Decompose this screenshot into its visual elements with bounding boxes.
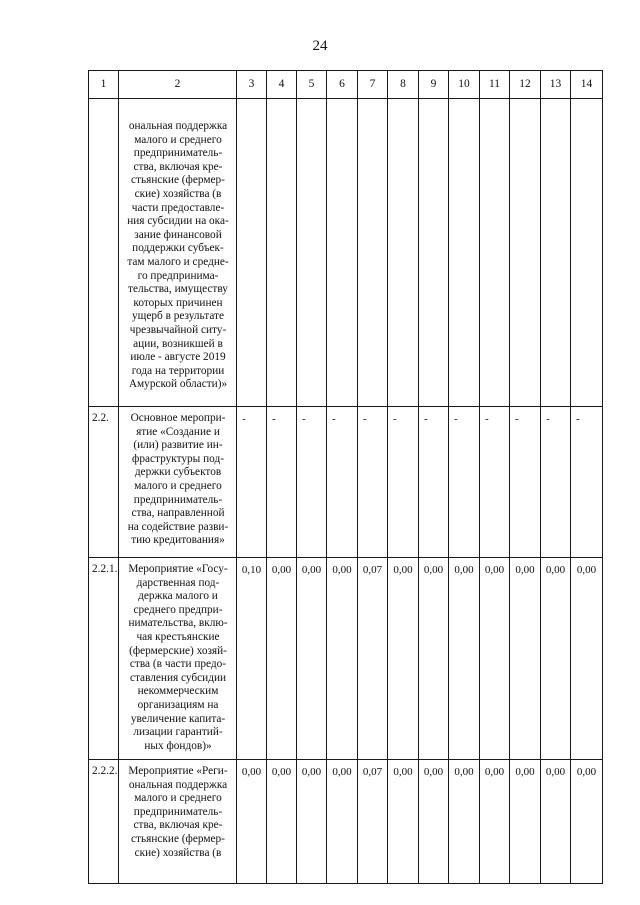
value-cell: 0,00 — [388, 760, 419, 884]
description-line: ональная поддержка — [128, 120, 228, 132]
value-cell: 0,07 — [358, 558, 388, 760]
value-cell — [541, 99, 571, 407]
row-description — [119, 99, 237, 407]
description-line: части предоставле- — [131, 201, 225, 214]
description-line: ства, включая кре- — [133, 160, 223, 173]
value-cell — [480, 99, 510, 407]
value-cell: - — [388, 407, 419, 558]
value-cell: - — [480, 407, 510, 558]
header-cell: 1 — [89, 71, 119, 99]
value-cell: 0,00 — [449, 760, 480, 884]
description-line: стьянские (фермер- — [131, 832, 225, 845]
description-line: ства, направленной — [131, 507, 225, 520]
value-cell: - — [358, 407, 388, 558]
row-description — [119, 407, 237, 558]
value-cell: - — [449, 407, 480, 558]
value-cell: 0,00 — [419, 760, 449, 884]
header-cell: 8 — [388, 71, 419, 99]
header-row — [89, 71, 603, 99]
description-line: увеличение капита- — [130, 712, 226, 725]
description-line: предприниматель- — [133, 147, 223, 160]
description-line: малого и среднего — [134, 792, 222, 805]
description-line: малого и среднего — [134, 133, 222, 146]
table-row — [89, 558, 603, 760]
value-cell — [267, 99, 297, 407]
header-cell: 3 — [237, 71, 267, 99]
description-line: ущерб в результате — [131, 310, 225, 323]
value-cell: 0,00 — [571, 760, 603, 884]
value-cell: 0,00 — [480, 558, 510, 760]
description-line: ства, включая кре- — [133, 819, 223, 832]
description-line: чая крестьянские — [136, 630, 220, 643]
value-cell — [297, 99, 327, 407]
value-cell: 0,00 — [267, 760, 297, 884]
value-cell: 0,00 — [388, 558, 419, 760]
value-cell — [419, 99, 449, 407]
description-line: ставления субсидии — [129, 671, 227, 684]
row-number: 2.2.2. — [89, 760, 119, 884]
budget-table — [88, 70, 603, 884]
description-line: Амурской области)» — [128, 378, 228, 391]
value-cell: - — [571, 407, 603, 558]
value-cell: 0,10 — [237, 558, 267, 760]
header-cell: 12 — [510, 71, 541, 99]
value-cell: 0,00 — [541, 558, 571, 760]
value-cell: 0,00 — [297, 760, 327, 884]
description-line: среднего предпри- — [133, 603, 223, 616]
description-line: фраструктуры под- — [132, 452, 224, 465]
value-cell: 0,00 — [297, 558, 327, 760]
value-cell: 0,00 — [541, 760, 571, 884]
row-number — [89, 99, 119, 407]
description-line: стьянские (фермер- — [131, 174, 225, 187]
header-cell: 7 — [358, 71, 388, 99]
description-line: (фермерские) хозяй- — [129, 644, 227, 657]
value-cell: 0,07 — [358, 760, 388, 884]
header-cell: 9 — [419, 71, 449, 99]
table-row — [89, 760, 603, 884]
description-line: ские) хозяйства (в — [134, 846, 222, 859]
description-line: предприниматель- — [133, 805, 223, 818]
description-line: Мероприятие «Реги- — [128, 765, 228, 777]
description-line: ния субсидии на ока- — [127, 215, 229, 228]
value-cell: - — [297, 407, 327, 558]
header-cell: 10 — [449, 71, 480, 99]
description-line: Основное меропри- — [130, 412, 226, 424]
value-cell — [237, 99, 267, 407]
value-cell: 0,00 — [571, 558, 603, 760]
value-cell: 0,00 — [510, 558, 541, 760]
description-line: ных фондов)» — [144, 739, 212, 752]
row-number: 2.2.1. — [89, 558, 119, 760]
description-line: тельства, имуществу — [128, 283, 228, 296]
header-cell: 2 — [119, 71, 237, 99]
description-line: поддержки субъек- — [132, 242, 224, 255]
value-cell — [510, 99, 541, 407]
description-line: там малого и средне- — [127, 255, 229, 268]
value-cell — [388, 99, 419, 407]
description-line: го предпринима- — [137, 269, 219, 282]
description-line: (или) развитие ин- — [133, 439, 223, 452]
page-number: 24 — [312, 38, 328, 54]
value-cell: 0,00 — [267, 558, 297, 760]
value-cell: - — [510, 407, 541, 558]
header-cell: 6 — [327, 71, 358, 99]
description-line: нимательства, вклю- — [128, 617, 228, 630]
description-line: Мероприятие «Госу- — [128, 563, 228, 575]
description-line: тию кредитования» — [131, 534, 225, 547]
header-cell: 5 — [297, 71, 327, 99]
value-cell: - — [541, 407, 571, 558]
description-line: на содействие разви- — [127, 520, 229, 533]
description-line: июле - августе 2019 — [130, 351, 226, 364]
description-line: ства (в части предо- — [129, 658, 227, 671]
value-cell: 0,00 — [327, 558, 358, 760]
description-line: зание финансовой — [134, 228, 222, 241]
description-line: держка малого и — [138, 590, 218, 603]
description-line: малого и среднего — [134, 479, 222, 492]
value-cell: 0,00 — [419, 558, 449, 760]
row-description — [119, 760, 237, 884]
row-number: 2.2. — [89, 407, 119, 558]
description-line: организациям на — [137, 698, 219, 711]
table-row — [89, 99, 603, 407]
description-line: держки субъектов — [134, 466, 222, 479]
header-cell: 11 — [480, 71, 510, 99]
description-line: ские) хозяйства (в — [134, 187, 222, 200]
header-cell: 4 — [267, 71, 297, 99]
description-line: года на территории — [131, 364, 225, 377]
description-line: лизации гарантий- — [133, 726, 223, 739]
description-line: ации, возникшей в — [133, 337, 223, 350]
description-line: ональная поддержка — [128, 778, 228, 791]
value-cell: 0,00 — [510, 760, 541, 884]
value-cell: - — [327, 407, 358, 558]
description-line: которых причинен — [133, 296, 223, 309]
value-cell: 0,00 — [449, 558, 480, 760]
header-cell: 13 — [541, 71, 571, 99]
value-cell — [358, 99, 388, 407]
value-cell — [571, 99, 603, 407]
table-row — [89, 407, 603, 558]
value-cell — [449, 99, 480, 407]
description-line: чрезвычайной ситу- — [129, 323, 227, 336]
description-line: ятие «Создание и — [136, 425, 220, 438]
description-line: некоммерческим — [137, 685, 219, 698]
value-cell: - — [267, 407, 297, 558]
value-cell — [327, 99, 358, 407]
value-cell: 0,00 — [480, 760, 510, 884]
value-cell: 0,00 — [237, 760, 267, 884]
value-cell: - — [419, 407, 449, 558]
description-line: дарственная под- — [136, 576, 220, 589]
value-cell: - — [237, 407, 267, 558]
header-cell: 14 — [571, 71, 603, 99]
value-cell: 0,00 — [327, 760, 358, 884]
description-line: предприниматель- — [133, 493, 223, 506]
row-description — [119, 558, 237, 760]
